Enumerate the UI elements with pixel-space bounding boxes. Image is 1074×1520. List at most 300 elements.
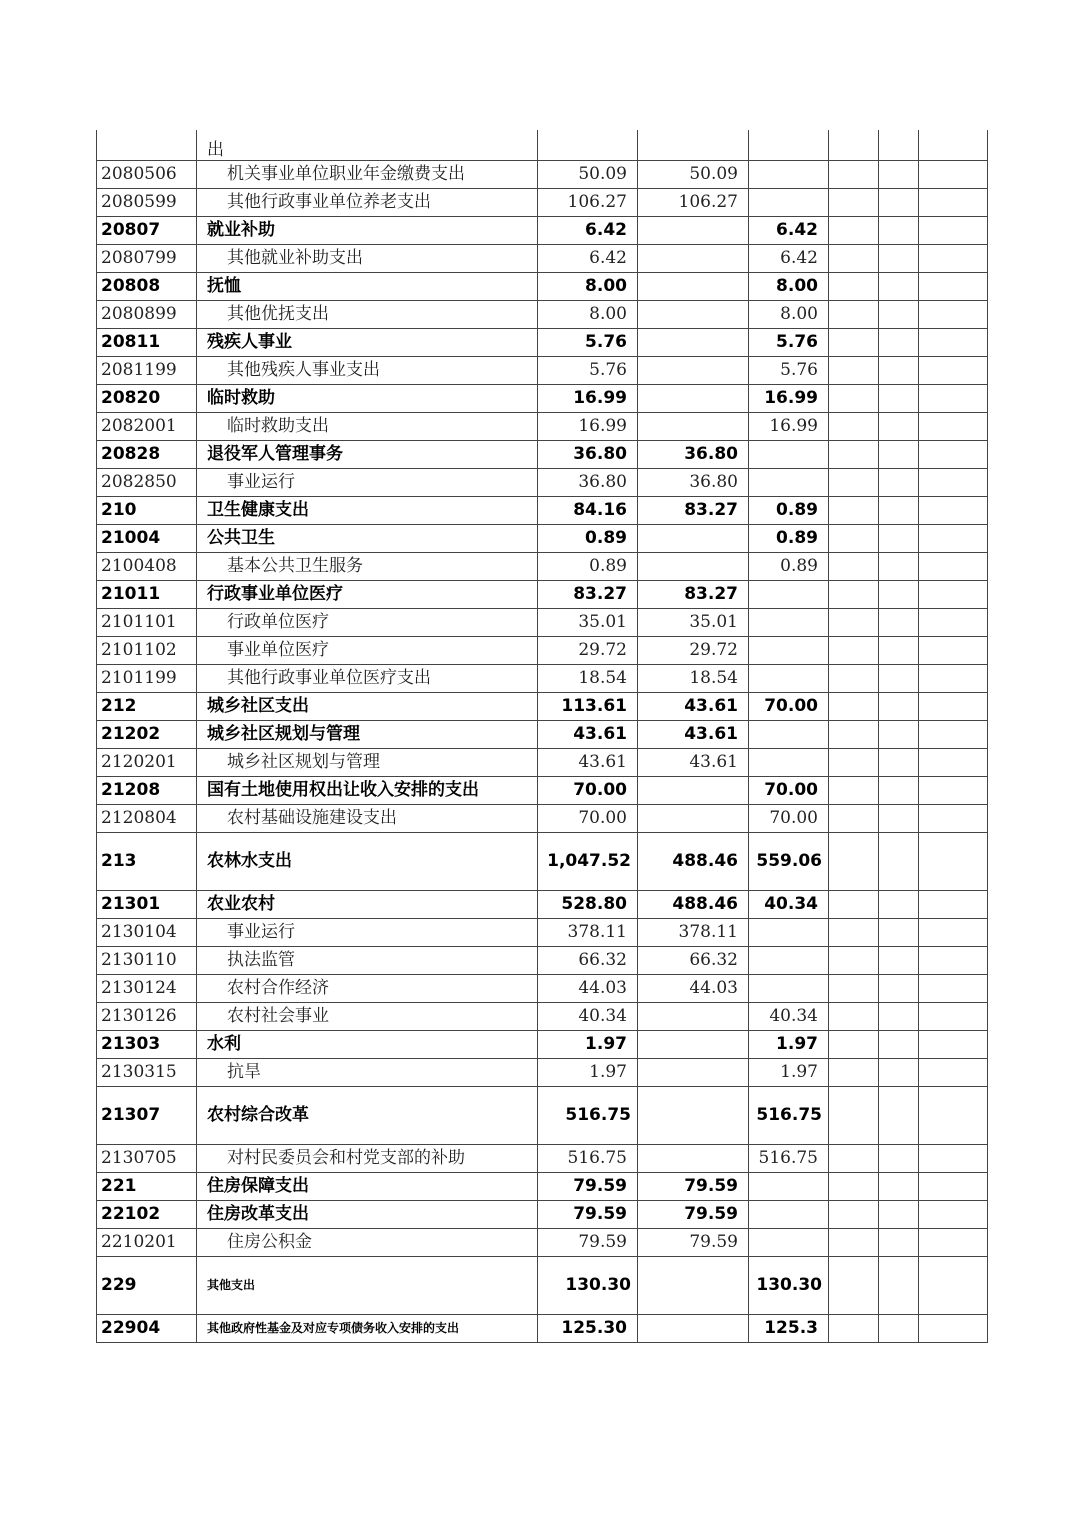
cell-project [749, 664, 829, 692]
cell-basic: 79.59 [638, 1172, 749, 1200]
cell-code: 2130110 [97, 946, 197, 974]
cell-total: 1.97 [538, 1030, 638, 1058]
table-row [97, 188, 988, 216]
cell-name: 公共卫生 [197, 524, 538, 552]
cell-empty [829, 1030, 879, 1058]
cell-basic: 66.32 [638, 946, 749, 974]
cell-code: 2080599 [97, 188, 197, 216]
cell-name: 事业运行 [197, 468, 538, 496]
cell-code: 221 [97, 1172, 197, 1200]
table-row [97, 720, 988, 748]
cell-name: 其他行政事业单位养老支出 [197, 188, 538, 216]
cell-code: 21301 [97, 890, 197, 918]
cell-name: 住房公积金 [197, 1228, 538, 1256]
cell-empty [919, 664, 988, 692]
cell-empty [879, 272, 919, 300]
table-row [97, 918, 988, 946]
cell-code: 2120804 [97, 804, 197, 832]
cell-total: 516.75 [538, 1144, 638, 1172]
cell-name: 其他残疾人事业支出 [197, 356, 538, 384]
cell-code: 2080899 [97, 300, 197, 328]
cell-code: 210 [97, 496, 197, 524]
cell-name: 抗旱 [197, 1058, 538, 1086]
cell-basic: 488.46 [638, 832, 749, 890]
cell-empty [829, 720, 879, 748]
cell-basic: 79.59 [638, 1228, 749, 1256]
cell-empty [829, 636, 879, 664]
cell-basic: 378.11 [638, 918, 749, 946]
cell-total: 79.59 [538, 1228, 638, 1256]
cell-code: 22904 [97, 1314, 197, 1342]
cell-project [749, 1172, 829, 1200]
cell-empty [879, 636, 919, 664]
cell-empty [919, 748, 988, 776]
cell-name: 对村民委员会和村党支部的补助 [197, 1144, 538, 1172]
cell-code: 213 [97, 832, 197, 890]
cell-empty [879, 1172, 919, 1200]
cell-basic [638, 1086, 749, 1144]
cell-empty [829, 1228, 879, 1256]
cell-code: 2101101 [97, 608, 197, 636]
cell-empty [879, 1030, 919, 1058]
cell-empty [829, 216, 879, 244]
cell-total: 29.72 [538, 636, 638, 664]
cell-total: 516.75 [538, 1086, 638, 1144]
cell-name: 行政事业单位医疗 [197, 580, 538, 608]
cell-project: 70.00 [749, 692, 829, 720]
cell-empty [919, 1200, 988, 1228]
cell-empty [879, 160, 919, 188]
cell-empty [829, 188, 879, 216]
cell-basic [638, 412, 749, 440]
cell-empty [919, 328, 988, 356]
cell-code: 2130315 [97, 1058, 197, 1086]
cell-empty [879, 356, 919, 384]
cell-total: 0.89 [538, 552, 638, 580]
cell-basic: 79.59 [638, 1200, 749, 1228]
cell-name: 其他政府性基金及对应专项债务收入安排的支出 [197, 1314, 538, 1342]
cell-name: 城乡社区支出 [197, 692, 538, 720]
budget-table [96, 130, 988, 1343]
cell-code: 20808 [97, 272, 197, 300]
cell-empty [919, 580, 988, 608]
table-row [97, 160, 988, 188]
table-row [97, 692, 988, 720]
cell-basic: 83.27 [638, 496, 749, 524]
table-row [97, 552, 988, 580]
cell-code: 22102 [97, 1200, 197, 1228]
cell-empty [919, 720, 988, 748]
cell-empty [829, 1002, 879, 1030]
cell-basic: 83.27 [638, 580, 749, 608]
cell-empty [879, 188, 919, 216]
cell-basic: 36.80 [638, 440, 749, 468]
budget-table-body [97, 130, 988, 1342]
cell-empty [879, 412, 919, 440]
cell-empty [829, 1144, 879, 1172]
cell-empty [879, 608, 919, 636]
cell-empty [829, 1172, 879, 1200]
table-row [97, 1172, 988, 1200]
cell-project [749, 580, 829, 608]
cell-empty [919, 130, 988, 160]
table-row [97, 244, 988, 272]
table-row [97, 412, 988, 440]
cell-project: 16.99 [749, 384, 829, 412]
cell-empty [829, 580, 879, 608]
cell-project: 40.34 [749, 890, 829, 918]
cell-basic: 29.72 [638, 636, 749, 664]
cell-empty [919, 440, 988, 468]
cell-code: 2210201 [97, 1228, 197, 1256]
cell-empty [829, 1256, 879, 1314]
cell-empty [829, 692, 879, 720]
cell-project [749, 636, 829, 664]
cell-total: 43.61 [538, 748, 638, 776]
cell-basic [638, 1030, 749, 1058]
cell-name: 其他就业补助支出 [197, 244, 538, 272]
cell-empty [919, 776, 988, 804]
cell-basic [638, 1314, 749, 1342]
cell-name: 出 [197, 130, 538, 160]
cell-code: 20820 [97, 384, 197, 412]
cell-empty [829, 160, 879, 188]
cell-empty [879, 918, 919, 946]
cell-total: 8.00 [538, 300, 638, 328]
cell-basic [638, 1058, 749, 1086]
cell-empty [879, 720, 919, 748]
cell-empty [919, 412, 988, 440]
cell-project: 130.30 [749, 1256, 829, 1314]
cell-empty [919, 188, 988, 216]
cell-name: 城乡社区规划与管理 [197, 748, 538, 776]
cell-empty [879, 384, 919, 412]
cell-basic: 43.61 [638, 692, 749, 720]
cell-project: 8.00 [749, 300, 829, 328]
cell-empty [829, 328, 879, 356]
cell-empty [879, 804, 919, 832]
cell-total: 0.89 [538, 524, 638, 552]
cell-name: 城乡社区规划与管理 [197, 720, 538, 748]
cell-basic: 488.46 [638, 890, 749, 918]
cell-empty [919, 524, 988, 552]
cell-name: 其他支出 [197, 1256, 538, 1314]
cell-project: 40.34 [749, 1002, 829, 1030]
cell-empty [829, 608, 879, 636]
cell-name: 机关事业单位职业年金缴费支出 [197, 160, 538, 188]
cell-empty [829, 1058, 879, 1086]
cell-total: 79.59 [538, 1172, 638, 1200]
table-row [97, 216, 988, 244]
cell-name: 农村综合改革 [197, 1086, 538, 1144]
cell-empty [919, 1030, 988, 1058]
cell-basic [638, 776, 749, 804]
table-row [97, 776, 988, 804]
cell-project: 8.00 [749, 272, 829, 300]
cell-empty [919, 608, 988, 636]
cell-empty [919, 1086, 988, 1144]
cell-total: 84.16 [538, 496, 638, 524]
cell-project: 1.97 [749, 1058, 829, 1086]
cell-basic: 36.80 [638, 468, 749, 496]
cell-empty [829, 468, 879, 496]
cell-code: 2101102 [97, 636, 197, 664]
cell-code [97, 130, 197, 160]
cell-code: 2082001 [97, 412, 197, 440]
cell-project [749, 1228, 829, 1256]
cell-empty [879, 692, 919, 720]
table-row [97, 272, 988, 300]
cell-code: 20811 [97, 328, 197, 356]
cell-empty [879, 524, 919, 552]
table-row [97, 1314, 988, 1342]
cell-empty [829, 440, 879, 468]
cell-project [749, 468, 829, 496]
cell-total: 70.00 [538, 804, 638, 832]
cell-total: 40.34 [538, 1002, 638, 1030]
cell-basic: 106.27 [638, 188, 749, 216]
cell-empty [919, 216, 988, 244]
cell-empty [879, 748, 919, 776]
cell-total [538, 130, 638, 160]
cell-empty [879, 1002, 919, 1030]
cell-empty [829, 664, 879, 692]
cell-basic [638, 384, 749, 412]
cell-total: 8.00 [538, 272, 638, 300]
cell-name: 农村合作经济 [197, 974, 538, 1002]
cell-empty [879, 1200, 919, 1228]
cell-basic [638, 328, 749, 356]
cell-empty [879, 1314, 919, 1342]
table-row [97, 1058, 988, 1086]
cell-code: 2130705 [97, 1144, 197, 1172]
cell-empty [919, 468, 988, 496]
cell-empty [879, 552, 919, 580]
cell-name: 事业运行 [197, 918, 538, 946]
cell-basic [638, 300, 749, 328]
cell-empty [829, 1200, 879, 1228]
cell-name: 临时救助 [197, 384, 538, 412]
cell-project: 0.89 [749, 524, 829, 552]
table-row [97, 1086, 988, 1144]
cell-project [749, 440, 829, 468]
cell-total: 5.76 [538, 356, 638, 384]
cell-total: 113.61 [538, 692, 638, 720]
cell-basic [638, 552, 749, 580]
cell-code: 21004 [97, 524, 197, 552]
cell-total: 130.30 [538, 1256, 638, 1314]
cell-empty [829, 524, 879, 552]
cell-name: 基本公共卫生服务 [197, 552, 538, 580]
table-row [97, 890, 988, 918]
cell-total: 16.99 [538, 384, 638, 412]
cell-empty [879, 130, 919, 160]
cell-empty [879, 328, 919, 356]
cell-empty [829, 384, 879, 412]
cell-code: 2130104 [97, 918, 197, 946]
cell-basic [638, 130, 749, 160]
cell-name: 农林水支出 [197, 832, 538, 890]
cell-project: 0.89 [749, 552, 829, 580]
cell-empty [919, 1058, 988, 1086]
cell-empty [919, 636, 988, 664]
cell-empty [879, 440, 919, 468]
cell-empty [829, 974, 879, 1002]
cell-empty [919, 1228, 988, 1256]
cell-code: 2081199 [97, 356, 197, 384]
cell-empty [919, 1256, 988, 1314]
cell-empty [919, 244, 988, 272]
cell-total: 44.03 [538, 974, 638, 1002]
cell-name: 退役军人管理事务 [197, 440, 538, 468]
cell-total: 18.54 [538, 664, 638, 692]
cell-empty [879, 946, 919, 974]
cell-empty [879, 300, 919, 328]
table-row [97, 974, 988, 1002]
cell-empty [919, 1002, 988, 1030]
cell-name: 其他优抚支出 [197, 300, 538, 328]
cell-project: 125.3 [749, 1314, 829, 1342]
cell-empty [829, 244, 879, 272]
cell-empty [879, 1144, 919, 1172]
cell-empty [919, 804, 988, 832]
cell-empty [919, 300, 988, 328]
table-row [97, 1030, 988, 1058]
cell-total: 16.99 [538, 412, 638, 440]
table-row [97, 1002, 988, 1030]
cell-total: 43.61 [538, 720, 638, 748]
table-row [97, 636, 988, 664]
cell-total: 70.00 [538, 776, 638, 804]
cell-empty [919, 1314, 988, 1342]
table-row [97, 384, 988, 412]
cell-code: 21303 [97, 1030, 197, 1058]
table-row [97, 130, 988, 160]
cell-empty [879, 776, 919, 804]
cell-empty [829, 272, 879, 300]
table-row [97, 1144, 988, 1172]
cell-name: 抚恤 [197, 272, 538, 300]
cell-code: 229 [97, 1256, 197, 1314]
cell-name: 临时救助支出 [197, 412, 538, 440]
cell-empty [829, 776, 879, 804]
cell-empty [879, 664, 919, 692]
cell-code: 20828 [97, 440, 197, 468]
cell-basic [638, 804, 749, 832]
cell-total: 35.01 [538, 608, 638, 636]
cell-basic [638, 356, 749, 384]
cell-empty [829, 918, 879, 946]
cell-empty [829, 130, 879, 160]
cell-empty [919, 160, 988, 188]
cell-code: 2080799 [97, 244, 197, 272]
cell-basic: 44.03 [638, 974, 749, 1002]
cell-name: 水利 [197, 1030, 538, 1058]
cell-basic [638, 216, 749, 244]
cell-name: 执法监管 [197, 946, 538, 974]
cell-empty [879, 496, 919, 524]
cell-code: 21307 [97, 1086, 197, 1144]
cell-code: 2130124 [97, 974, 197, 1002]
cell-project [749, 946, 829, 974]
cell-name: 就业补助 [197, 216, 538, 244]
cell-project: 6.42 [749, 244, 829, 272]
cell-total: 36.80 [538, 468, 638, 496]
cell-code: 212 [97, 692, 197, 720]
cell-empty [919, 1172, 988, 1200]
cell-empty [919, 832, 988, 890]
cell-project: 516.75 [749, 1086, 829, 1144]
cell-empty [829, 552, 879, 580]
cell-project: 70.00 [749, 776, 829, 804]
table-row [97, 356, 988, 384]
cell-name: 住房改革支出 [197, 1200, 538, 1228]
cell-project [749, 748, 829, 776]
cell-empty [829, 300, 879, 328]
cell-empty [919, 890, 988, 918]
cell-basic [638, 272, 749, 300]
cell-empty [879, 216, 919, 244]
cell-empty [829, 804, 879, 832]
cell-empty [879, 974, 919, 1002]
cell-empty [879, 1256, 919, 1314]
cell-project: 516.75 [749, 1144, 829, 1172]
cell-empty [879, 890, 919, 918]
cell-total: 1.97 [538, 1058, 638, 1086]
cell-code: 2101199 [97, 664, 197, 692]
cell-empty [919, 384, 988, 412]
cell-total: 1,047.52 [538, 832, 638, 890]
cell-project: 5.76 [749, 328, 829, 356]
table-row [97, 748, 988, 776]
cell-code: 2120201 [97, 748, 197, 776]
cell-empty [829, 832, 879, 890]
cell-project: 559.06 [749, 832, 829, 890]
table-row [97, 608, 988, 636]
cell-name: 农业农村 [197, 890, 538, 918]
cell-name: 住房保障支出 [197, 1172, 538, 1200]
cell-project [749, 720, 829, 748]
cell-total: 528.80 [538, 890, 638, 918]
cell-code: 21208 [97, 776, 197, 804]
cell-basic: 50.09 [638, 160, 749, 188]
cell-project [749, 188, 829, 216]
cell-project: 1.97 [749, 1030, 829, 1058]
cell-total: 378.11 [538, 918, 638, 946]
cell-empty [879, 1086, 919, 1144]
cell-total: 66.32 [538, 946, 638, 974]
cell-basic [638, 244, 749, 272]
cell-project [749, 1200, 829, 1228]
cell-empty [829, 1314, 879, 1342]
table-row [97, 664, 988, 692]
table-row [97, 580, 988, 608]
cell-empty [879, 1228, 919, 1256]
cell-name: 卫生健康支出 [197, 496, 538, 524]
cell-project [749, 974, 829, 1002]
cell-basic: 35.01 [638, 608, 749, 636]
cell-empty [919, 356, 988, 384]
cell-name: 农村社会事业 [197, 1002, 538, 1030]
cell-name: 农村基础设施建设支出 [197, 804, 538, 832]
cell-empty [919, 1144, 988, 1172]
cell-project: 16.99 [749, 412, 829, 440]
cell-name: 行政单位医疗 [197, 608, 538, 636]
cell-project [749, 160, 829, 188]
cell-basic [638, 1002, 749, 1030]
cell-code: 21202 [97, 720, 197, 748]
cell-empty [879, 1058, 919, 1086]
